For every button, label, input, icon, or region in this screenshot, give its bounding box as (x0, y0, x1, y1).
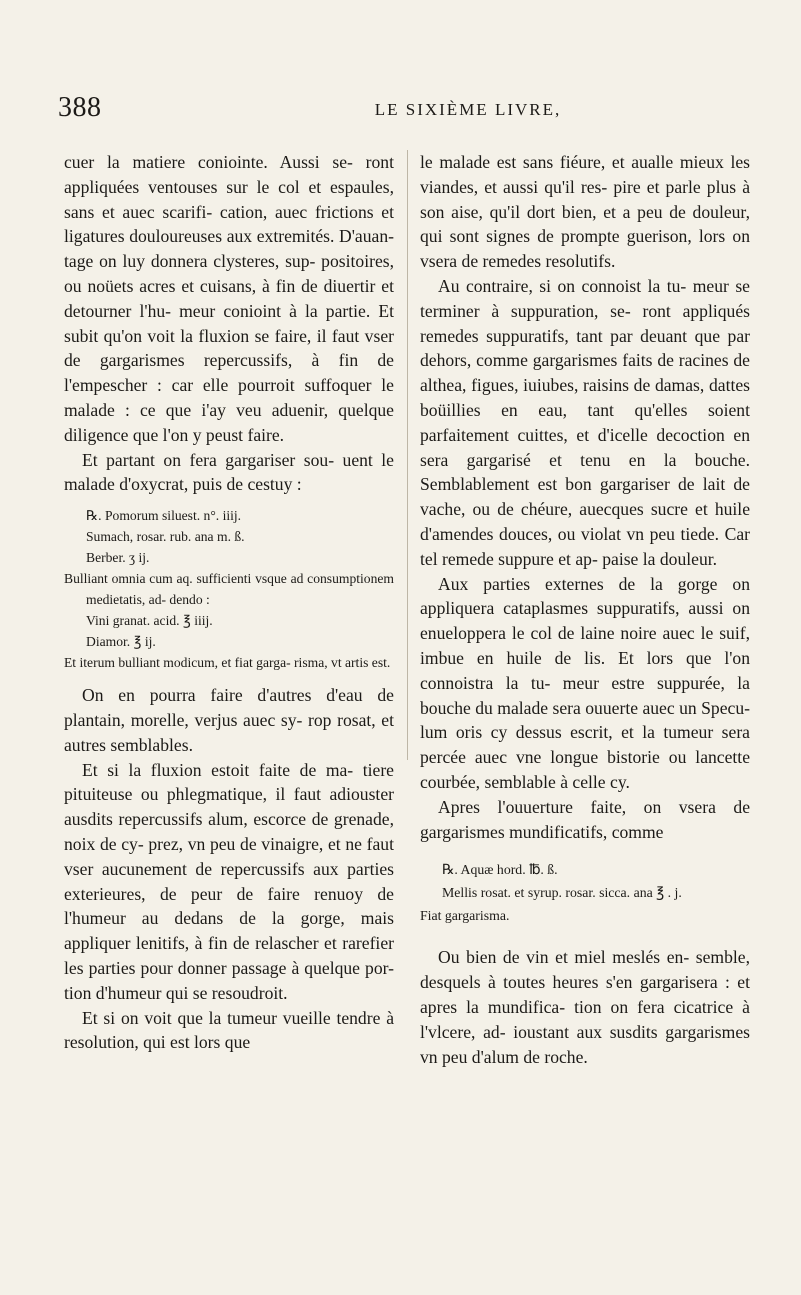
recipe-line: Et iterum bulliant modicum, et fiat garga- risma, vt artis est. (64, 655, 391, 671)
paragraph: Au contraire, si on connoist la tu- meur se terminer à suppuration, se- ront appliqués remedes suppuratifs, tant par deuant que par dehors, comme gargarismes faits de racines de althea, figues, iuiubes, raisins de damas, dattes boüillies en eau, tant qu'elles soient parfaitement cuittes, et d'icelle decoction en sera gargarisé et tenu en la bouche. Semblablement est bon gargariser de lait de vache, ou de chéure, auecques sucre et huile d'amendes douces, ou violat vn peu tiede. Car tel remede suppure et ap- paise la douleur. (420, 275, 750, 569)
page-number: 388 (58, 92, 102, 123)
recipe-block (64, 505, 394, 673)
paragraph: Et si on voit que la tumeur vueille tendre à resolution, qui est lors que (64, 1007, 394, 1053)
right-column (420, 150, 750, 1069)
left-column (64, 150, 394, 1055)
recipe-line: Fiat gargarisma. (420, 908, 510, 924)
recipe-line: Bulliant omnia cum aq. sufficienti vsque ad consumptionem medietatis, ad- dendo : (64, 571, 394, 608)
paragraph: Et partant on fera gargariser sou- uent le malade d'oxycrat, puis de cestuy : (64, 449, 394, 495)
recipe-line: Vini granat. acid. ℥ iiij. (86, 613, 213, 629)
paragraph: Ou bien de vin et miel meslés en- semble, desquels à toutes heures s'en gargarisera : et apres la mundifica- tion on fera cicatrice à l'vlcere, ad- ioustant aux susdits gargarismes vn peu d'alum de roche. (420, 947, 750, 1067)
recipe-line: ℞. Aquæ hord. ℔. ß. (442, 862, 558, 878)
paragraph: On en pourra faire d'autres d'eau de plantain, morelle, verjus auec sy- rop rosat, et autres semblables. (64, 685, 394, 755)
recipe-line: Mellis rosat. et syrup. rosar. sicca. ana ℥ . j. (442, 885, 682, 901)
paragraph: le malade est sans fiéure, et aualle mieux les viandes, et aussi qu'il res- pire et parle plus à son aise, qu'il dort bien, et a peu de douleur, qui sont signes de prompte guerison, lors on vsera de remedes resolutifs. (420, 152, 750, 272)
paragraph: Et si la fluxion estoit faite de ma- tiere pituiteuse ou phlegmatique, il faut adiouster ausdits repercussifs alum, escorce de grenade, noix de cy- prez, vn peu de vinaigre, et ne faut vser aucunement de repercussifs aux parties exterieures, de peur de faire renuoy de l'humeur au dedans de la gorge, mais appliquer lenitifs, à fin de relascher et rarefier les parties pour donner passage à quelque por- tion d'humeur qui se resoudroit. (64, 759, 394, 1003)
paragraph: Apres l'ouuerture faite, on vsera de gargarismes mundificatifs, comme (420, 796, 750, 842)
recipe-block (420, 858, 750, 927)
paragraph: cuer la matiere coniointe. Aussi se- ront appliquées ventouses sur le col et espaules, sans et auec scarifi- cation, auec frictions et ligatures douloureuses aux extremités. D'auan- tage on luy donnera clysteres, sup- positoires, ou noüets acres et cuisans, à fin de diuertir et detourner l'hu- meur conioint à la partie. Et subit qu'on voit la fluxion se faire, il faut vser de gargarismes repercussifs, à fin de l'empescher : car elle pourroit suffoquer le malade : ce que i'ay veu aduenir, quelque diligence que l'on y peust faire. (64, 152, 394, 445)
recipe-line: Berber. ʒ ij. (86, 550, 150, 566)
running-head: LE SIXIÈME LIVRE, (374, 100, 562, 119)
paragraph: Aux parties externes de la gorge on appliquera cataplasmes suppuratifs, aussi on enueloppera le col de laine noire auec le suif, imbue en huile de lis. Et lors que l'on connoistra la tu- meur estre suppurée, la bouche du malade sera ouuerte auec un Specu- lum oris cy dessus escrit, et la tumeur sera percée auec vne longue bistorie ou lancette courbée, semblable à celle cy. (420, 573, 750, 792)
column-divider (407, 150, 408, 760)
recipe-line: Sumach, rosar. rub. ana m. ß. (86, 529, 245, 545)
recipe-line: ℞. Pomorum siluest. n°. iiij. (86, 508, 242, 524)
recipe-line: Diamor. ℥ ij. (86, 634, 156, 650)
page-header (58, 92, 741, 128)
